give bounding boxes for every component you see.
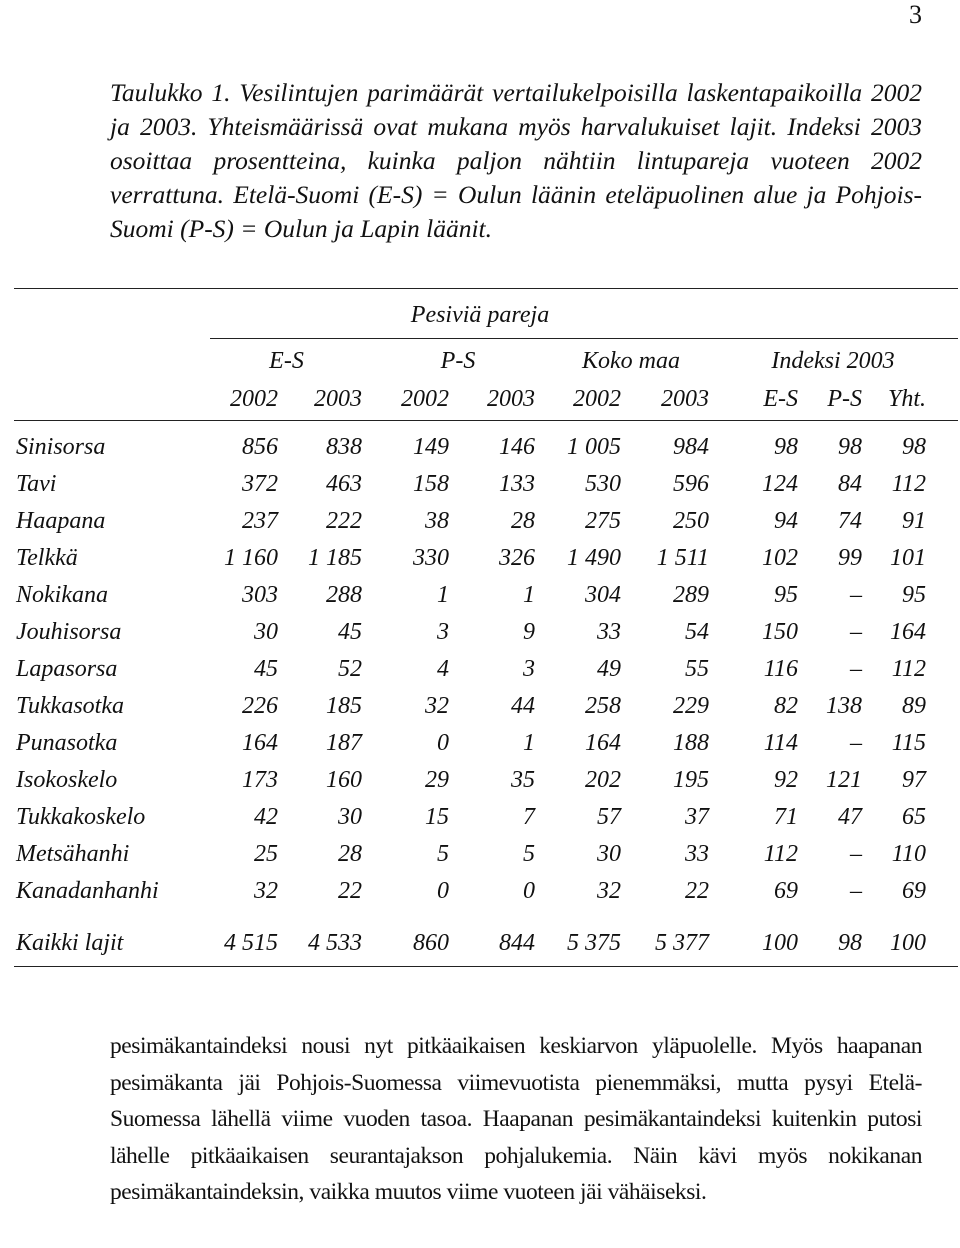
table-row-11-species: Metsähanhi [16,841,130,867]
table-row-10-cell: 47 [838,804,862,830]
table-row-8-cell: 0 [437,730,449,756]
table-row-10-cell: 65 [902,804,926,830]
table-row-9-cell: 173 [242,767,278,793]
table-row-7-cell: 226 [242,693,278,719]
table-row-total-cell: 98 [838,930,862,956]
table-row-2-cell: 28 [511,508,535,534]
table-row-1-cell: 596 [673,471,709,497]
sub-header-2: 2002 [401,386,449,412]
table-row-0-cell: 98 [774,434,798,460]
table-row-3-species: Telkkä [16,545,78,571]
table-row-9-species: Isokoskelo [16,767,118,793]
table-row-7-cell: 82 [774,693,798,719]
table-row-7-species: Tukkasotka [16,693,124,719]
table-row-3-cell: 330 [413,545,449,571]
table-row-4-cell: 303 [242,582,278,608]
table-row-5-species: Jouhisorsa [16,619,122,645]
table-row-12-cell: 0 [437,878,449,904]
table-row-0-cell: 146 [499,434,535,460]
table-row-4-cell: 1 [523,582,535,608]
table-row-5-cell: 150 [762,619,798,645]
table-row-4-species: Nokikana [16,582,108,608]
table-row-5-cell: 9 [523,619,535,645]
table-row-12-cell: 0 [523,878,535,904]
table-row-12-cell: – [850,878,862,904]
table-row-2-cell: 237 [242,508,278,534]
table-row-2-cell: 222 [326,508,362,534]
table-row-5-cell: 33 [597,619,621,645]
table-row-11-cell: 25 [254,841,278,867]
table-row-3-cell: 1 511 [656,545,709,571]
table-row-9-cell: 97 [902,767,926,793]
table-row-3-cell: 1 185 [308,545,362,571]
table-row-1-species: Tavi [16,471,57,497]
sub-header-0: 2002 [230,386,278,412]
table-row-0-cell: 98 [838,434,862,460]
table-row-total-cell: 5 375 [567,930,621,956]
table-row-total-cell: 100 [890,930,926,956]
table-row-10-species: Tukkakoskelo [16,804,146,830]
table-row-0-species: Sinisorsa [16,434,106,460]
table-row-1-cell: 530 [585,471,621,497]
table-row-3-cell: 102 [762,545,798,571]
table-row-6-cell: 55 [685,656,709,682]
table-row-1-cell: 463 [326,471,362,497]
table-row-10-cell: 42 [254,804,278,830]
table-row-7-cell: 258 [585,693,621,719]
table-row-9-cell: 121 [826,767,862,793]
table-row-0-cell: 838 [326,434,362,460]
table-row-11-cell: 112 [763,841,798,867]
table-row-2-cell: 38 [425,508,449,534]
table-row-1-cell: 124 [762,471,798,497]
table-row-7-cell: 32 [425,693,449,719]
table-row-2-cell: 91 [902,508,926,534]
group-header-0: E-S [269,348,304,374]
table-row-9-cell: 160 [326,767,362,793]
table-row-12-species: Kanadanhanhi [16,878,159,904]
body-paragraph: pesimäkantaindeksi nousi nyt pitkäaikaisen keskiarvon yläpuolelle. Myös haapanan pesimäkanta jäi Pohjois-Suomessa viimevuotista pienemmäksi, mutta pysyi Etelä-Suomessa lähellä viime vuoden tasoa. Haapanan pesimäkantaindeksi kuitenkin putosi lähelle pitkäaikaisen seurantajakson pohjalukemia. Näin kävi myös nokikanan pesimäkantaindeksin, vaikka muutos viime vuoteen jäi vähäiseksi. [110,1033,922,1205]
sub-header-3: 2003 [487,386,535,412]
table-row-11-cell: 30 [597,841,621,867]
table-row-3-cell: 1 160 [224,545,278,571]
sub-header-1: 2003 [314,386,362,412]
table-row-12-cell: 69 [774,878,798,904]
sub-header-5: 2003 [661,386,709,412]
table-row-8-cell: 188 [673,730,709,756]
table-row-8-cell: 114 [763,730,798,756]
table-row-1-cell: 133 [499,471,535,497]
group-header-3: Indeksi 2003 [771,348,895,374]
table-row-2-cell: 250 [673,508,709,534]
table-row-6-cell: 116 [763,656,798,682]
table-row-4-cell: 304 [585,582,621,608]
table-row-8-cell: 1 [523,730,535,756]
table-row-9-cell: 35 [511,767,535,793]
table-row-3-cell: 1 490 [567,545,621,571]
table-top-rule [14,288,958,289]
table-row-10-cell: 57 [597,804,621,830]
table-row-5-cell: 30 [254,619,278,645]
table-row-6-cell: 3 [523,656,535,682]
table-row-1-cell: 372 [242,471,278,497]
table-row-12-cell: 32 [597,878,621,904]
table-row-5-cell: 54 [685,619,709,645]
table-row-0-cell: 149 [413,434,449,460]
table-row-9-cell: 29 [425,767,449,793]
table-row-total-cell: 860 [413,930,449,956]
table-row-8-cell: 164 [242,730,278,756]
table-row-8-cell: – [850,730,862,756]
table-row-10-cell: 37 [685,804,709,830]
table-row-7-cell: 44 [511,693,535,719]
table-row-5-cell: 45 [338,619,362,645]
table-row-6-cell: – [850,656,862,682]
table-row-7-cell: 138 [826,693,862,719]
table-row-5-cell: 164 [890,619,926,645]
table-row-12-cell: 22 [338,878,362,904]
table-row-8-species: Punasotka [16,730,118,756]
table-row-3-cell: 99 [838,545,862,571]
super-header-rule [210,338,958,339]
table-row-total-cell: 4 515 [224,930,278,956]
sub-header-7: P-S [827,386,862,412]
table-row-total-cell: 4 533 [308,930,362,956]
table-row-0-cell: 98 [902,434,926,460]
table-row-6-cell: 52 [338,656,362,682]
page-number: 3 [909,0,922,29]
sub-header-4: 2002 [573,386,621,412]
table-row-12-cell: 22 [685,878,709,904]
table-row-11-cell: 5 [437,841,449,867]
table-row-1-cell: 84 [838,471,862,497]
table-row-4-cell: 1 [437,582,449,608]
table-row-12-cell: 32 [254,878,278,904]
table-row-2-cell: 74 [838,508,862,534]
table-row-0-cell: 984 [673,434,709,460]
table-row-9-cell: 202 [585,767,621,793]
table-row-4-cell: 95 [774,582,798,608]
table-row-4-cell: 95 [902,582,926,608]
table-row-1-cell: 112 [891,471,926,497]
table-row-11-cell: 28 [338,841,362,867]
table-row-2-cell: 275 [585,508,621,534]
table-row-11-cell: – [850,841,862,867]
table-row-10-cell: 15 [425,804,449,830]
table-row-8-cell: 115 [891,730,926,756]
table-row-3-cell: 326 [499,545,535,571]
table-caption: Taulukko 1. Vesilintujen parimäärät vertailukelpoisilla laskentapaikoilla 2002 ja 2003. Yhteismäärissä ovat mukana myös harvalukuiset lajit. Indeksi 2003 osoittaa prosentteina, kuinka paljon nähtiin lintupareja vuoteen 2002 verrattuna. Etelä-Suomi (E-S) = Oulun läänin eteläpuolinen alue ja Pohjois-Suomi (P-S) = Oulun ja Lapin läänit. [110,78,922,243]
table-row-2-cell: 94 [774,508,798,534]
group-header-2: Koko maa [582,348,680,374]
table-row-7-cell: 229 [673,693,709,719]
table-bottom-rule [14,966,958,967]
table-row-9-cell: 195 [673,767,709,793]
sub-header-8: Yht. [887,386,926,412]
table-row-11-cell: 110 [891,841,926,867]
table-row-4-cell: 288 [326,582,362,608]
table-row-11-cell: 33 [685,841,709,867]
table-row-0-cell: 856 [242,434,278,460]
table-row-total-cell: 100 [762,930,798,956]
group-header-1: P-S [440,348,476,374]
table-row-12-cell: 69 [902,878,926,904]
sub-header-6: E-S [763,386,798,412]
table-row-6-cell: 112 [891,656,926,682]
table-row-7-cell: 89 [902,693,926,719]
table-row-4-cell: 289 [673,582,709,608]
header-pesivia-pareja: Pesiviä pareja [410,302,550,328]
table-row-total-cell: 844 [499,930,535,956]
table-row-total-species: Kaikki lajit [16,930,124,956]
table-row-6-cell: 49 [597,656,621,682]
table-row-9-cell: 92 [774,767,798,793]
table-row-8-cell: 164 [585,730,621,756]
table-row-5-cell: – [850,619,862,645]
table-row-10-cell: 7 [523,804,535,830]
table-row-0-cell: 1 005 [567,434,621,460]
table-row-6-species: Lapasorsa [16,656,118,682]
table-row-1-cell: 158 [413,471,449,497]
table-row-4-cell: – [850,582,862,608]
table-row-2-species: Haapana [16,508,106,534]
table-row-total-cell: 5 377 [655,930,709,956]
table-row-7-cell: 185 [326,693,362,719]
table-row-10-cell: 30 [338,804,362,830]
table-row-5-cell: 3 [437,619,449,645]
table-row-8-cell: 187 [326,730,362,756]
table-row-3-cell: 101 [890,545,926,571]
table-row-6-cell: 4 [437,656,449,682]
table-row-6-cell: 45 [254,656,278,682]
header-bottom-rule [14,420,958,421]
table-row-10-cell: 71 [774,804,798,830]
table-row-11-cell: 5 [523,841,535,867]
